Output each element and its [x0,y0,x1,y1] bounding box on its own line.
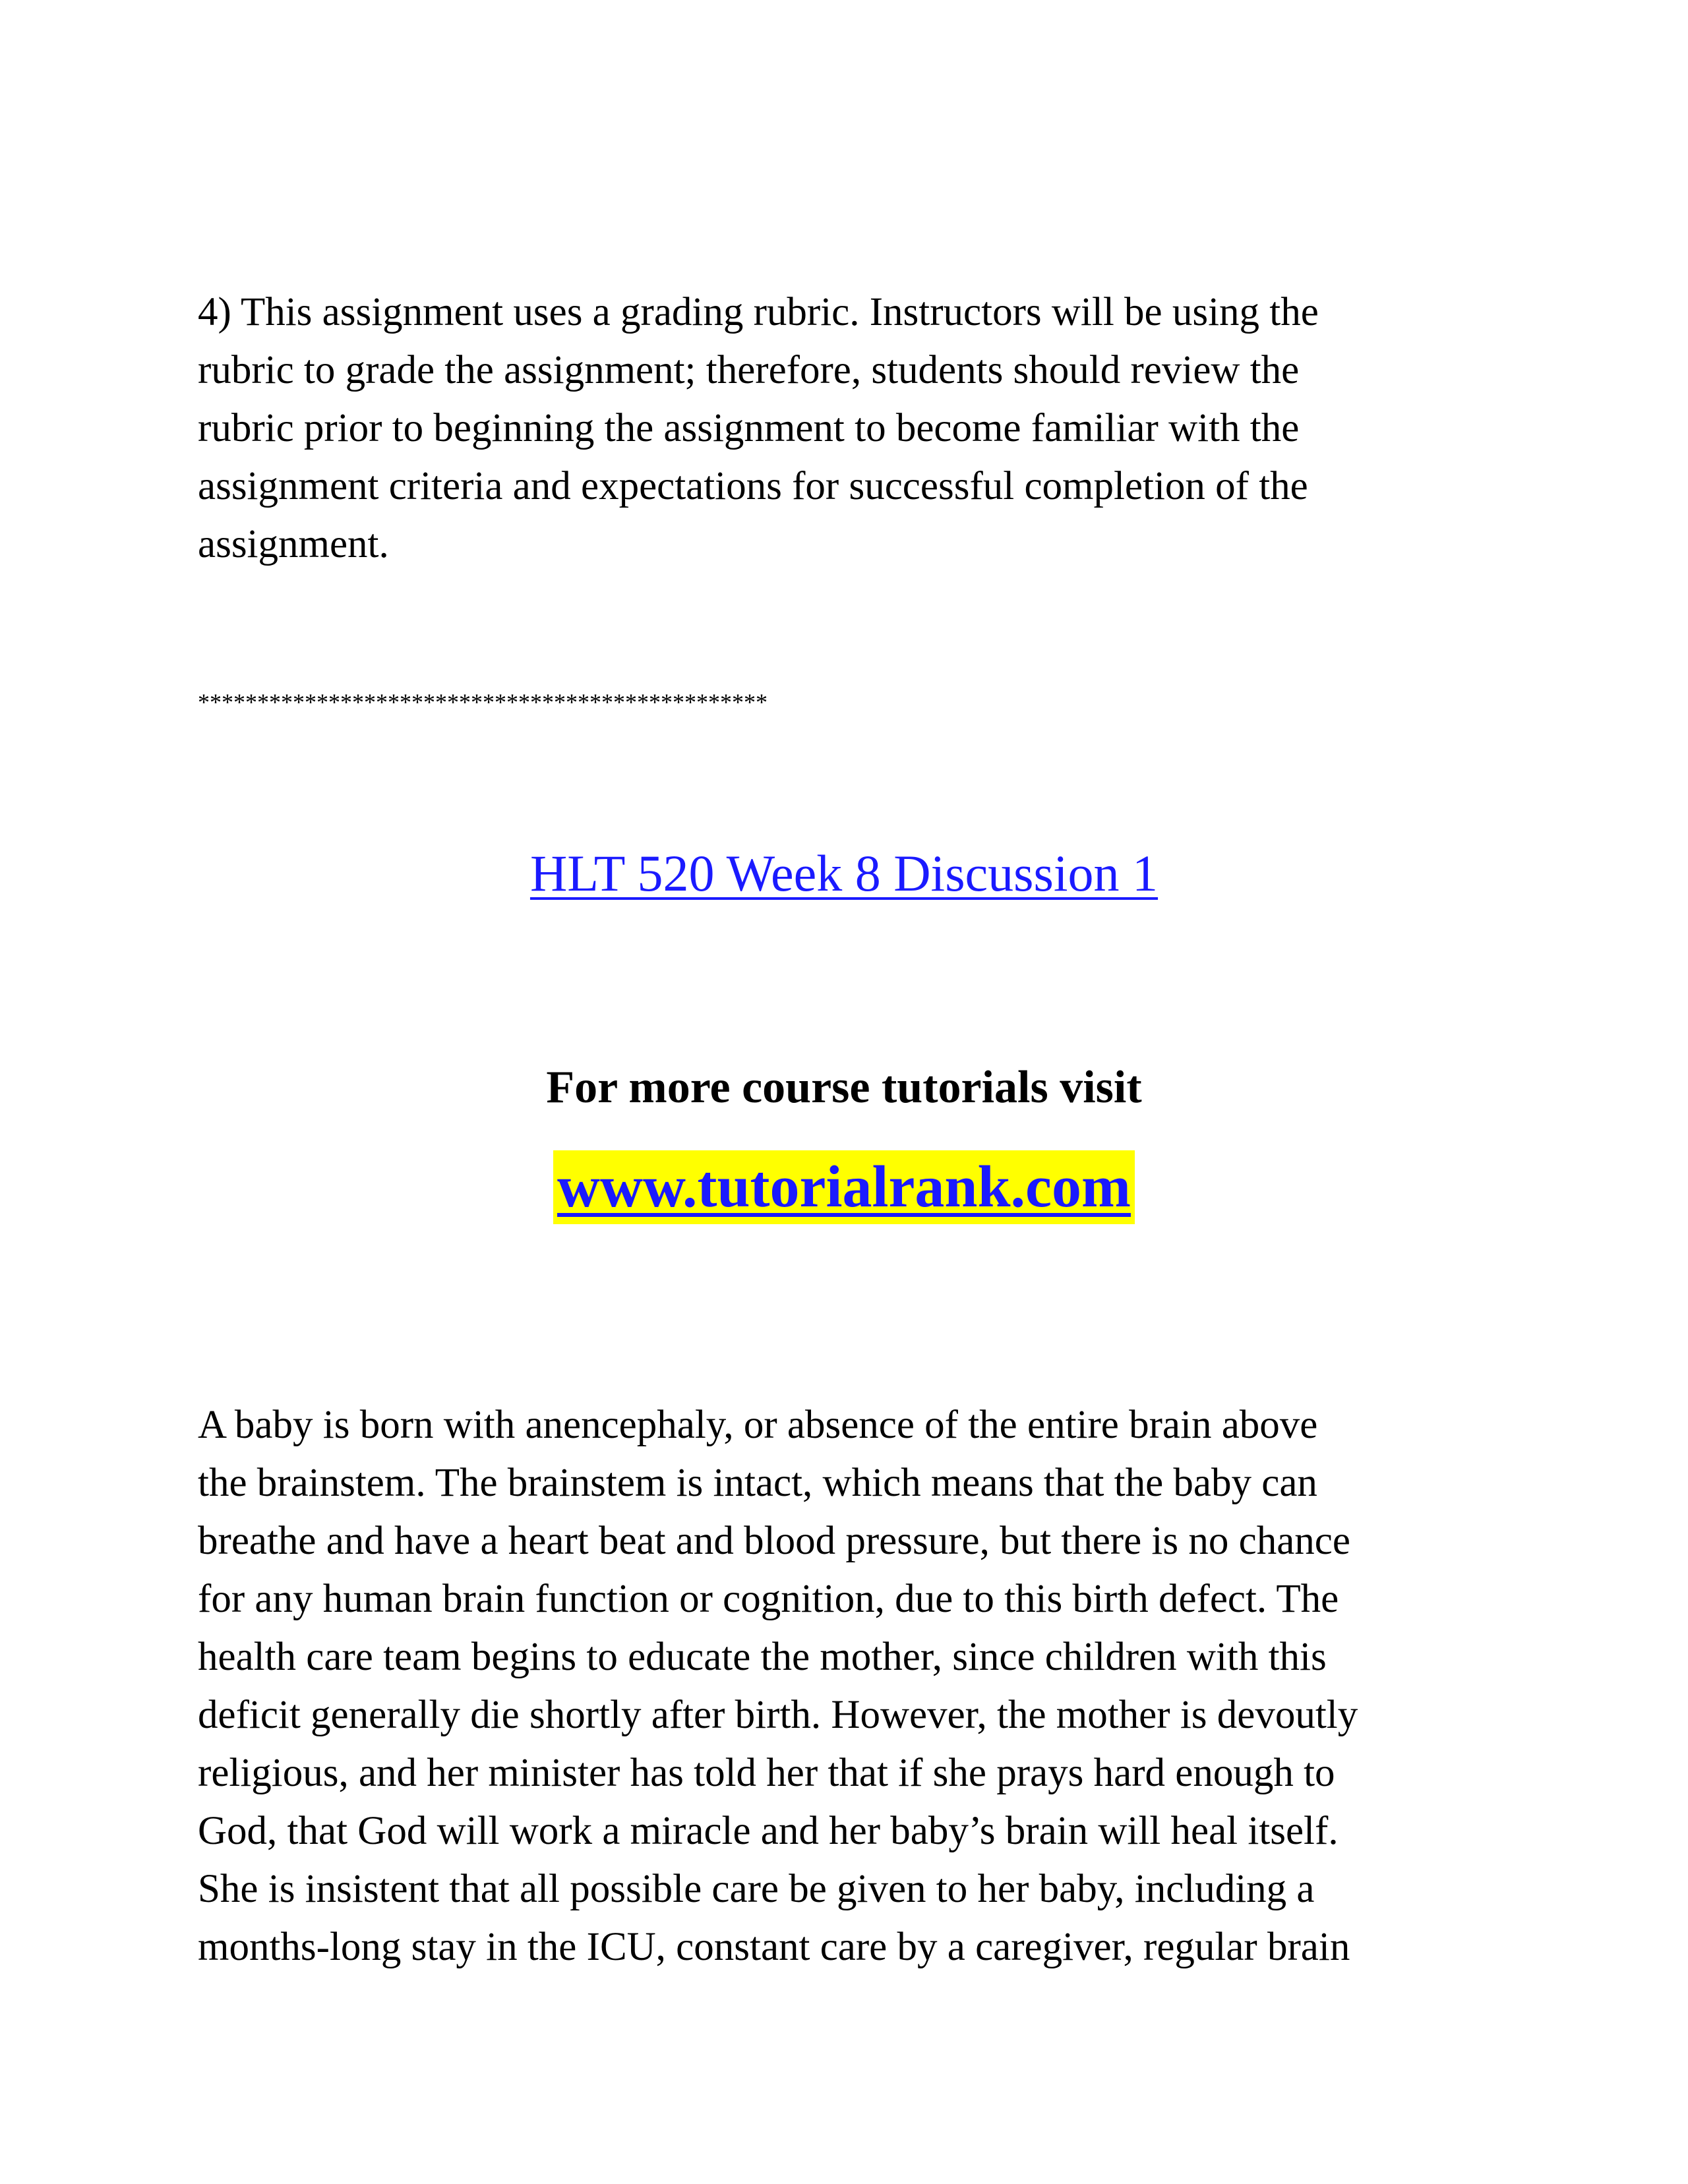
case-line: the brainstem. The brainstem is intact, which means that the baby can [198,1461,1317,1505]
case-line: for any human brain function or cognition, due to this birth defect. The [198,1577,1339,1621]
rubric-line: assignment. [198,522,389,566]
case-paragraph [198,1396,1490,1976]
case-line: months-long stay in the ICU, constant care by a caregiver, regular brain [198,1925,1350,1969]
tutorialrank-link[interactable]: www.tutorialrank.com [553,1150,1135,1224]
promo-link-container [0,1150,1688,1243]
case-line: She is insistent that all possible care be given to her baby, including a [198,1867,1315,1911]
rubric-line: 4) This assignment uses a grading rubric. Instructors will be using the [198,290,1319,334]
rubric-line: rubric to grade the assignment; therefore, students should review the [198,348,1300,392]
rubric-paragraph [198,283,1490,574]
rubric-line: rubric prior to beginning the assignment to become familiar with the [198,406,1300,450]
asterisk-separator: ************************************************ [198,689,768,715]
promo-text: For more course tutorials visit [546,1062,1142,1113]
discussion-heading-link[interactable]: HLT 520 Week 8 Discussion 1 [529,844,1159,902]
case-line: deficit generally die shortly after birth. However, the mother is devoutly [198,1693,1358,1737]
case-line: God, that God will work a miracle and her baby’s brain will heal itself. [198,1809,1339,1853]
case-line: religious, and her minister has told her that if she prays hard enough to [198,1751,1335,1795]
case-line: health care team begins to educate the mother, since children with this [198,1635,1327,1679]
case-line: breathe and have a heart beat and blood pressure, but there is no chance [198,1519,1350,1563]
case-line: A baby is born with anencephaly, or absence of the entire brain above [198,1403,1318,1447]
rubric-line: assignment criteria and expectations for successful completion of the [198,464,1308,508]
discussion-heading [0,837,1688,910]
